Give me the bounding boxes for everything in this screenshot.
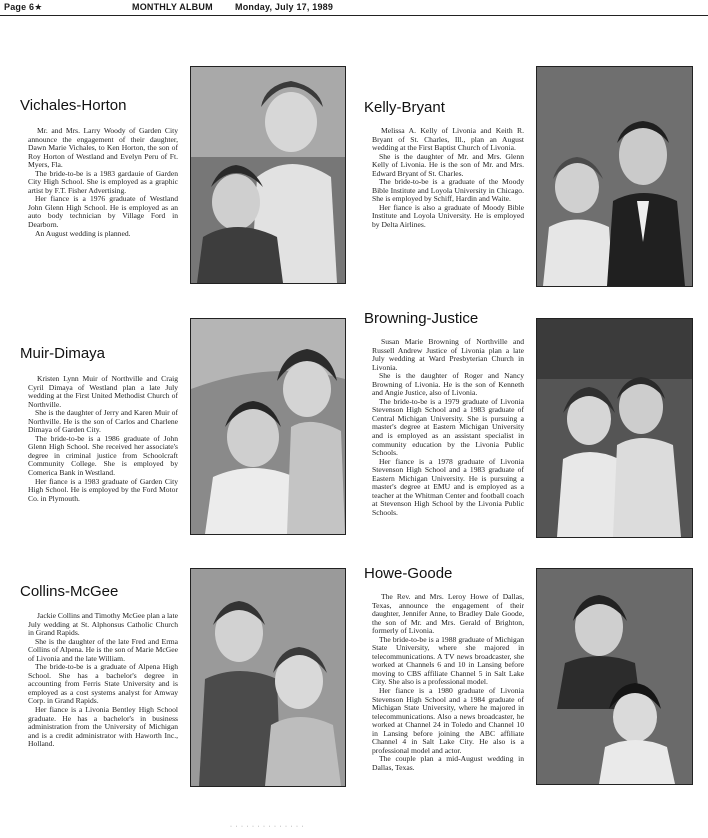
announcement-text: The Rev. and Mrs. Leroy Howe of Dallas, Texas, announce the engagement of their daughter, Jennifer Anne, to Bradley Dale Goode, the son of Mr. and Mrs. Gerald of Brighton, formerly of Livonia. The bride-to-be is a 1988 graduate of Michigan State University, where she majored in telecommunications. A TV news broadcaster, she worked at Channels 6 and 10 in Lansing before moving to CBS affiliate Channel 5 in Salt Lake City. She also is a professional model. Her fiance is a 1980 graduate of Livonia Stevenson High School and a 1984 graduate of Michigan State University, where he majored in telecommunications. Also a news broadcaster, he worked at Channel 24 in Toledo and Channel 10 in Lansing before joining the ABC affiliate Channel 4 in Salt Lake City. He also is a professional model and actor. The couple plan a mid-August wedding in Dallas, Texas. — [372, 592, 524, 772]
page-number: Page 6★ — [4, 2, 43, 12]
engagement-photo — [536, 568, 693, 785]
announcement-title: Collins-McGee — [20, 583, 119, 600]
engagement-photo — [536, 66, 693, 287]
announcement-text: Melissa A. Kelly of Livonia and Keith R. Bryant of St. Charles, Ill., plan an August wedding at the First Baptist Church of Livonia. She is the daughter of Mr. and Mrs. Glenn Kelly of Livonia. He is the son of Mr. and Mrs. Edward Bryant of St. Charles. The bride-to-be is a graduate of the Moody Bible Institute and Loyola University in Chicago. She is employed by Schiff, Hardin and Waite. Her fiance is also a graduate of Moody Bible Institute and Loyola University. He is employed by Delta Airlines. — [372, 126, 524, 230]
engagement-photo — [190, 568, 346, 787]
announcement-title: Kelly-Bryant — [364, 99, 445, 116]
decorative-rule: · · · · · · · · · · · · · · — [230, 824, 305, 830]
announcement-text: Mr. and Mrs. Larry Woody of Garden City announce the engagement of their daughter, Dawn Marie Vichales, to Ken Horton, the son of Roy Horton of Westland and Evelyn Peru of Ft. Myers, Fla. The bride-to-be is a 1983 gardauie of Garden City High School. She is employed as a graphic artist by F.T. Fisher Advertising. Her fiance is a 1976 graduate of Westland John Glenn High School. He is employed as an auto body technician by Village Ford in Dearborn. An August wedding is planned. — [28, 126, 178, 238]
engagement-photo — [190, 66, 346, 284]
section-title: MONTHLY ALBUM — [132, 2, 213, 12]
announcement-title: Muir-Dimaya — [20, 345, 106, 362]
announcement-title: Vichales-Horton — [20, 97, 127, 114]
announcement-title: Browning-Justice — [364, 310, 479, 327]
issue-date: Monday, July 17, 1989 — [235, 2, 334, 12]
announcement-text: Susan Marie Browning of Northville and Russell Andrew Justice of Livonia plan a late July wedding at Ward Presbyterian Church in Livonia. She is the daughter of Roger and Nancy Browning of Livonia. He is the son of Kenneth and Angie Justice, also of Livonia. The bride-to-be is a 1979 graduate of Livonia Stevenson High School and a 1983 graduate of Central Michigan University. She is pursuing a master's degree at Eastern Michigan University and is employed as an assistant specialist in community education by the Livonia Public Schools. Her fiance is a 1978 graduate of Livonia Stevenson High School and a 1983 graduate of Eastern Michigan University. He is pursuing a master's degree at EMU and is employed as a teacher at the Whitman Center and football coach at Stevenson High School by the Livonia Public Schools. — [372, 337, 524, 517]
engagement-photo — [536, 318, 693, 538]
announcement-title: Howe-Goode — [364, 565, 453, 582]
announcement-text: Jackie Collins and Timothy McGee plan a late July wedding at St. Alphonsus Catholic Church in Grand Rapids. She is the daughter of the late Fred and Erma Collins of Alpena. He is the son of Marie McGee of Livonia and the late William. The bride-to-be is a graduate of Alpena High School. She has a bachelor's degree in accounting from Ferris State University and is employed as a cost systems analyst for Amway Corp. in Grand Rapids. Her fiance is a Livonia Bentley High School graduate. He has a bachelor's in business administration from the University of Michigan and is a credit administrator with Haworth Inc., Holland. — [28, 611, 178, 749]
page-header — [0, 0, 708, 16]
engagement-photo — [190, 318, 346, 535]
announcement-text: Kristen Lynn Muir of Northville and Craig Cyril Dimaya of Westland plan a late July wedding at the First United Methodist Church of Northville. She is the daughter of Jerry and Karen Muir of Northville. He is the son of Carlos and Charlene Dimaya of Garden City. The bride-to-be is a 1986 graduate of John Glenn High School. She received her associate's degree in criminal justice from Schoolcraft Community College. She is employed by Comerica Bank in Westland. Her fiance is a 1983 graduate of Garden City High School. He is employed by the Ford Motor Co. in Plymouth. — [28, 374, 178, 503]
